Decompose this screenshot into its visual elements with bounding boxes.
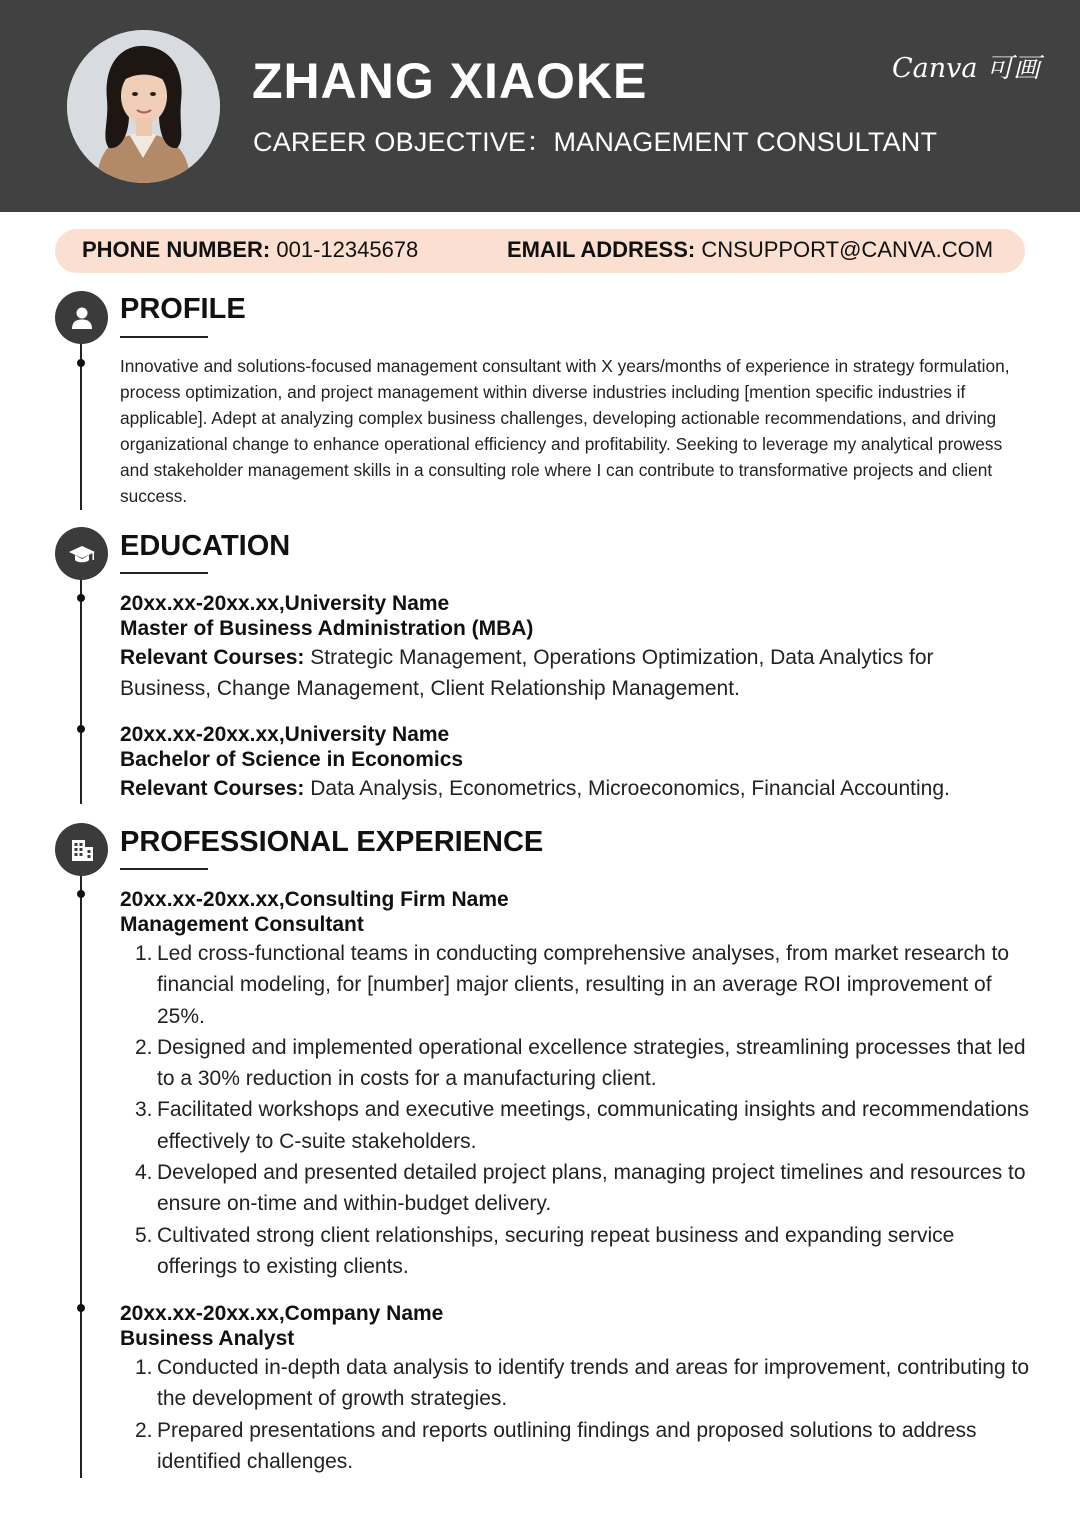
profile-section-icon	[55, 291, 108, 344]
timeline-dot	[77, 359, 85, 367]
job-role: Management Consultant	[120, 913, 364, 936]
job-role: Business Analyst	[120, 1327, 295, 1350]
job-duties-list	[135, 938, 1030, 1282]
duty-item	[135, 1094, 1030, 1157]
education-entry-degree: Master of Business Administration (MBA)	[120, 617, 534, 640]
profile-photo	[67, 30, 220, 183]
duty-number: 2.	[135, 1418, 153, 1442]
education-entry-degree: Bachelor of Science in Economics	[120, 748, 464, 771]
duty-number: 3.	[135, 1098, 153, 1122]
portrait-image	[67, 30, 220, 183]
job-duties-list	[135, 1352, 1030, 1477]
duty-number: 2.	[135, 1035, 153, 1059]
profile-heading-underline	[120, 336, 208, 338]
header-banner	[0, 0, 1080, 212]
duty-item	[135, 1415, 1030, 1478]
duty-text: Prepared presentations and reports outlining findings and proposed solutions to address identified challenges.	[157, 1418, 977, 1473]
duty-item	[135, 1157, 1030, 1220]
duty-item	[135, 1032, 1030, 1095]
duty-text: Led cross-functional teams in conducting comprehensive analyses, from market research to financial modeling, for [number] major clients, resulting in an average ROI improvement of 25%.	[157, 942, 1010, 1028]
duty-text: Developed and presented detailed project plans, managing project timelines and resources to ensure on-time and within-budget delivery.	[157, 1161, 1026, 1216]
education-entry-courses	[120, 642, 1025, 704]
education-heading-underline	[120, 572, 208, 574]
timeline-dot	[77, 725, 85, 733]
duty-number: 5.	[135, 1223, 153, 1247]
courses-list: Strategic Management, Operations Optimization, Data Analytics for Business, Change Management, Client Relationship Management.	[120, 646, 934, 700]
candidate-name: ZHANG XIAOKE	[252, 53, 648, 109]
experience-heading: PROFESSIONAL EXPERIENCE	[120, 826, 544, 858]
timeline-dot	[77, 890, 85, 898]
timeline-dot	[77, 594, 85, 602]
contact-bar	[55, 229, 1025, 273]
email-value: CNSUPPORT@CANVA.COM	[701, 237, 994, 262]
education-section-icon	[55, 527, 108, 580]
graduation-cap-icon	[68, 540, 96, 568]
email-address	[507, 237, 993, 263]
timeline-line-experience	[80, 872, 82, 1478]
education-entry-courses	[120, 773, 1025, 804]
courses-label: Relevant Courses:	[120, 777, 305, 800]
duty-text: Cultivated strong client relationships, securing repeat business and expanding service offerings to existing clients.	[157, 1223, 955, 1278]
courses-list: Data Analysis, Econometrics, Microeconomics, Financial Accounting.	[310, 777, 950, 800]
duty-item	[135, 938, 1030, 1032]
person-icon	[68, 304, 96, 332]
experience-section-icon	[55, 823, 108, 876]
education-heading: EDUCATION	[120, 530, 291, 562]
duty-text: Designed and implemented operational excellence strategies, streamlining processes that led to a 30% reduction in costs for a manufacturing client.	[157, 1035, 1026, 1091]
experience-heading-underline	[120, 868, 208, 870]
duty-number: 4.	[135, 1161, 153, 1185]
duty-item	[135, 1352, 1030, 1415]
timeline-dot	[77, 1304, 85, 1312]
canva-logo: Canva 可画	[892, 53, 1041, 84]
timeline-line-education	[80, 576, 82, 804]
duty-number: 1.	[135, 1356, 153, 1379]
phone-value: 001-12345678	[276, 237, 419, 262]
job-date-company: 20xx.xx-20xx.xx,Company Name	[120, 1302, 444, 1325]
phone-label: PHONE NUMBER:	[82, 237, 271, 262]
email-label: EMAIL ADDRESS:	[507, 237, 696, 262]
duty-item	[135, 1220, 1030, 1283]
career-objective: CAREER OBJECTIVE：MANAGEMENT CONSULTANT	[253, 127, 938, 157]
job-date-company: 20xx.xx-20xx.xx,Consulting Firm Name	[120, 888, 509, 911]
courses-label: Relevant Courses:	[120, 646, 305, 669]
profile-summary: Innovative and solutions-focused management consultant with X years/months of experience in strategy formulation, process optimization, and project management within diverse industries including [mention specific industries if applicable]. Adept at analyzing complex business challenges, developing actionable recommendations, and driving organizational change to enhance operational efficiency and profitability. Seeking to leverage my analytical prowess and stakeholder management skills in a consulting role where I can contribute to transformative projects and client success.	[120, 356, 1010, 506]
education-entry-date-school: 20xx.xx-20xx.xx,University Name	[120, 723, 450, 746]
duty-text: Facilitated workshops and executive meetings, communicating insights and recommendations effectively to C-suite stakeholders.	[157, 1098, 1029, 1153]
profile-heading: PROFILE	[120, 293, 246, 325]
building-icon	[68, 836, 96, 864]
duty-number: 1.	[135, 942, 153, 965]
duty-text: Conducted in-depth data analysis to identify trends and areas for improvement, contributing to the development of growth strategies.	[157, 1356, 1030, 1411]
education-entry-date-school: 20xx.xx-20xx.xx,University Name	[120, 592, 450, 615]
phone-number	[82, 237, 418, 263]
